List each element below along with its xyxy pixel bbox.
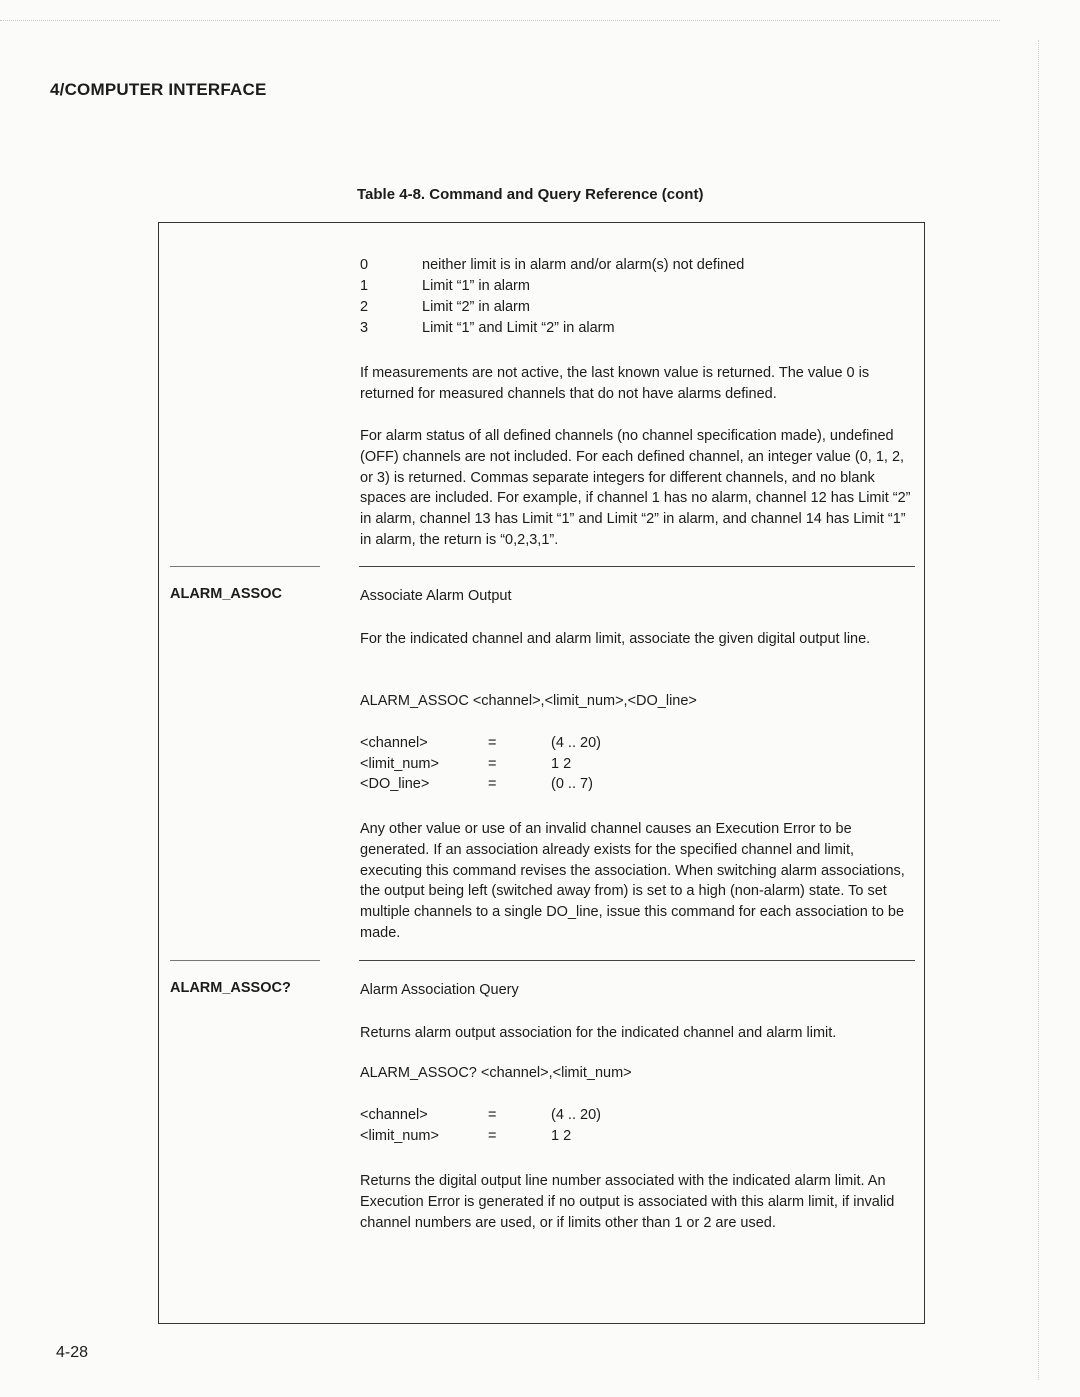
- alarm-value-desc: Limit “1” and Limit “2” in alarm: [422, 320, 615, 336]
- param-equals: =: [488, 1107, 497, 1123]
- command-title: Alarm Association Query: [360, 982, 519, 998]
- alarm-value-code: 2: [360, 299, 369, 315]
- param-name: <limit_num>: [360, 1128, 439, 1144]
- section-divider-left: [170, 566, 320, 567]
- command-syntax: ALARM_ASSOC? <channel>,<limit_num>: [360, 1065, 632, 1081]
- command-name: ALARM_ASSOC?: [170, 980, 291, 996]
- table-caption: Table 4-8. Command and Query Reference (cont): [357, 186, 704, 203]
- command-notes: Any other value or use of an invalid channel causes an Execution Error to be generated. If an association already exists for the specified channel and limit, executing this command revises the association. When switching alarm associations, the output being left (switched away from) is set to a high (non-alarm) state. To set multiple channels to a single DO_line, issue this command for each association to be made.: [360, 821, 905, 941]
- param-range: (4 .. 20): [551, 735, 601, 751]
- param-name: <limit_num>: [360, 756, 439, 772]
- param-name: <channel>: [360, 735, 428, 751]
- param-equals: =: [488, 1128, 497, 1144]
- section-divider: [359, 566, 915, 567]
- param-equals: =: [488, 735, 497, 751]
- section-divider-left: [170, 960, 320, 961]
- param-range: 1 2: [551, 1128, 572, 1144]
- param-range: (0 .. 7): [551, 776, 593, 792]
- command-title: Associate Alarm Output: [360, 588, 512, 604]
- alarm-status-paragraph: For alarm status of all defined channels (no channel specification made), undefined (OFF) channels are not included. For each defined channel, an integer value (0, 1, 2, or 3) is returned. Commas separate integers for different channels, and no blank spaces are included. For example, if channel 1 has no alarm, channel 12 has Limit “2” in alarm, channel 13 has Limit “1” and Limit “2” in alarm, and channel 14 has Limit “1” in alarm, the return is “0,2,3,1”.: [360, 428, 911, 548]
- command-syntax: ALARM_ASSOC <channel>,<limit_num>,<DO_line>: [360, 693, 697, 709]
- command-description: Returns alarm output association for the indicated channel and alarm limit.: [360, 1025, 837, 1041]
- param-equals: =: [488, 776, 497, 792]
- param-equals: =: [488, 756, 497, 772]
- command-name: ALARM_ASSOC: [170, 586, 282, 602]
- page-edge-rule: [1038, 40, 1039, 1380]
- alarm-value-desc: Limit “2” in alarm: [422, 299, 530, 315]
- alarm-value-code: 0: [360, 257, 369, 273]
- section-divider: [359, 960, 915, 961]
- alarm-value-code: 1: [360, 278, 369, 294]
- param-range: 1 2: [551, 756, 572, 772]
- alarm-value-desc: Limit “1” in alarm: [422, 278, 530, 294]
- param-range: (4 .. 20): [551, 1107, 601, 1123]
- param-name: <DO_line>: [360, 776, 430, 792]
- param-name: <channel>: [360, 1107, 428, 1123]
- command-description: For the indicated channel and alarm limit, associate the given digital output line.: [360, 631, 871, 647]
- alarm-value-code: 3: [360, 320, 369, 336]
- top-border-rule: [0, 20, 1000, 21]
- page-number: 4-28: [56, 1344, 89, 1361]
- alarm-value-desc: neither limit is in alarm and/or alarm(s) not defined: [422, 257, 745, 273]
- command-notes: Returns the digital output line number associated with the indicated alarm limit. An Execution Error is generated if no output is associated with this alarm limit, if invalid channel numbers are used, or if limits other than 1 or 2 are used.: [360, 1173, 895, 1231]
- measurement-note-paragraph: If measurements are not active, the last known value is returned. The value 0 is returned for measured channels that do not have alarms defined.: [360, 365, 870, 402]
- section-header: 4/COMPUTER INTERFACE: [50, 80, 267, 99]
